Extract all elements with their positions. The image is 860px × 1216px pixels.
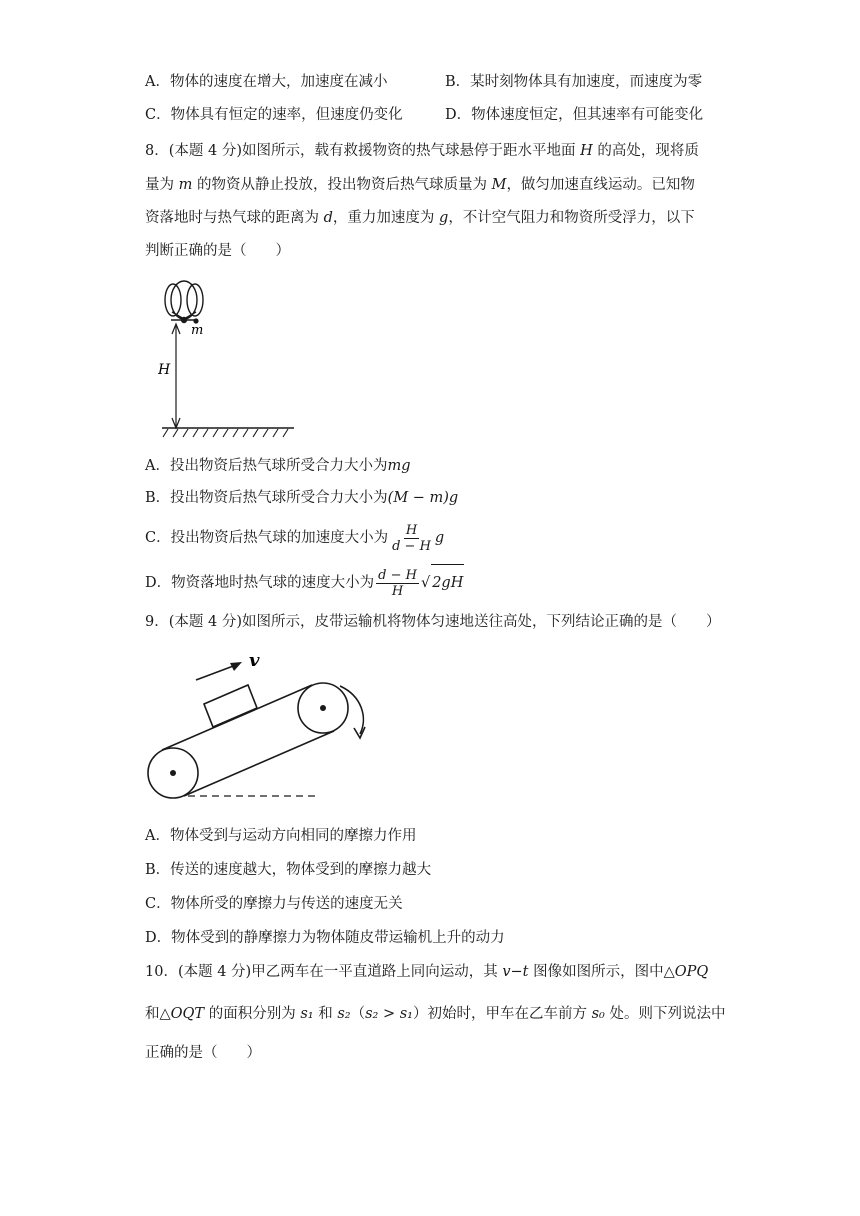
q8-option-a: A．投出物资后热气球所受合力大小为mg <box>145 458 411 474</box>
ground-hatch <box>163 429 288 437</box>
q10-stem-line-2: 和△OQT 的面积分别为 s₁ 和 s₂（s₂ > s₁）初始时，甲车在乙车前方 s₀ 处。则下列说法中 <box>145 1006 726 1022</box>
q7-option-a: A．物体的速度在增大，加速度在减小 <box>145 74 388 90</box>
q7-option-b: B．某时刻物体具有加速度，而速度为零 <box>445 74 703 90</box>
rotation-arrowhead-icon <box>354 727 365 738</box>
lower-pulley-axle <box>170 770 176 776</box>
q10-stem-line-3: 正确的是（ ） <box>145 1045 261 1061</box>
balloon-basket-dot <box>181 317 187 323</box>
q9-option-d: D．物体受到的静摩擦力为物体随皮带运输机上升的动力 <box>145 930 505 946</box>
q8-option-b: B．投出物资后热气球所受合力大小为(M − m)g <box>145 490 459 506</box>
velocity-arrowhead-icon <box>230 662 242 671</box>
q8-stem-line-1: 8．(本题 4 分)如图所示，载有救援物资的热气球悬停于距水平地面 H 的高处，现将质 <box>145 143 699 159</box>
balloon-icon <box>165 281 203 319</box>
q8-option-c: C．投出物资后热气球的加速度大小为 $\frac{H}{d - H}$ g <box>145 522 445 554</box>
q8-balloon-figure <box>150 276 310 442</box>
q7-option-d: D．物体速度恒定，但其速率有可能变化 <box>445 107 704 123</box>
height-label: H <box>158 362 171 378</box>
q7-option-c: C．物体具有恒定的速率，但速度仍变化 <box>145 107 403 123</box>
q8-option-d: D．物资落地时热气球的速度大小为 $\frac{d - H}{H}$ √ 2gH <box>145 564 464 601</box>
q8-stem-line-2: 量为 m 的物资从静止投放，投出物资后热气球质量为 M，做匀加速直线运动。已知物 <box>145 177 695 193</box>
q8-stem-line-4: 判断正确的是（ ） <box>145 243 290 259</box>
velocity-label: v <box>249 650 260 671</box>
q9-conveyor-figure <box>140 646 380 806</box>
velocity-arrow <box>196 665 236 680</box>
mass-label: m <box>191 323 204 338</box>
sqrt-icon: √ <box>420 575 431 591</box>
q8-d-fraction: $\frac{d - H}{H}$ <box>378 567 417 599</box>
q9-option-c: C．物体所受的摩擦力与传送的速度无关 <box>145 896 403 912</box>
q9-option-b: B．传送的速度越大，物体受到的摩擦力越大 <box>145 862 432 878</box>
upper-pulley-axle <box>320 705 326 711</box>
q8-stem-line-3: 资落地时与热气球的距离为 d，重力加速度为 g，不计空气阻力和物资所受浮力，以下 <box>145 210 695 226</box>
q10-stem-line-1: 10．(本题 4 分)甲乙两车在一平直道路上同向运动，其 v−t 图像如图所示，图中△OPQ <box>145 964 709 980</box>
belt-bottom <box>184 731 334 796</box>
q8-c-fraction: $\frac{H}{d - H}$ <box>392 522 431 554</box>
q9-option-a: A．物体受到与运动方向相同的摩擦力作用 <box>145 828 417 844</box>
q9-stem: 9．(本题 4 分)如图所示，皮带运输机将物体匀速地送往高处，下列结论正确的是（ ） <box>145 614 721 630</box>
